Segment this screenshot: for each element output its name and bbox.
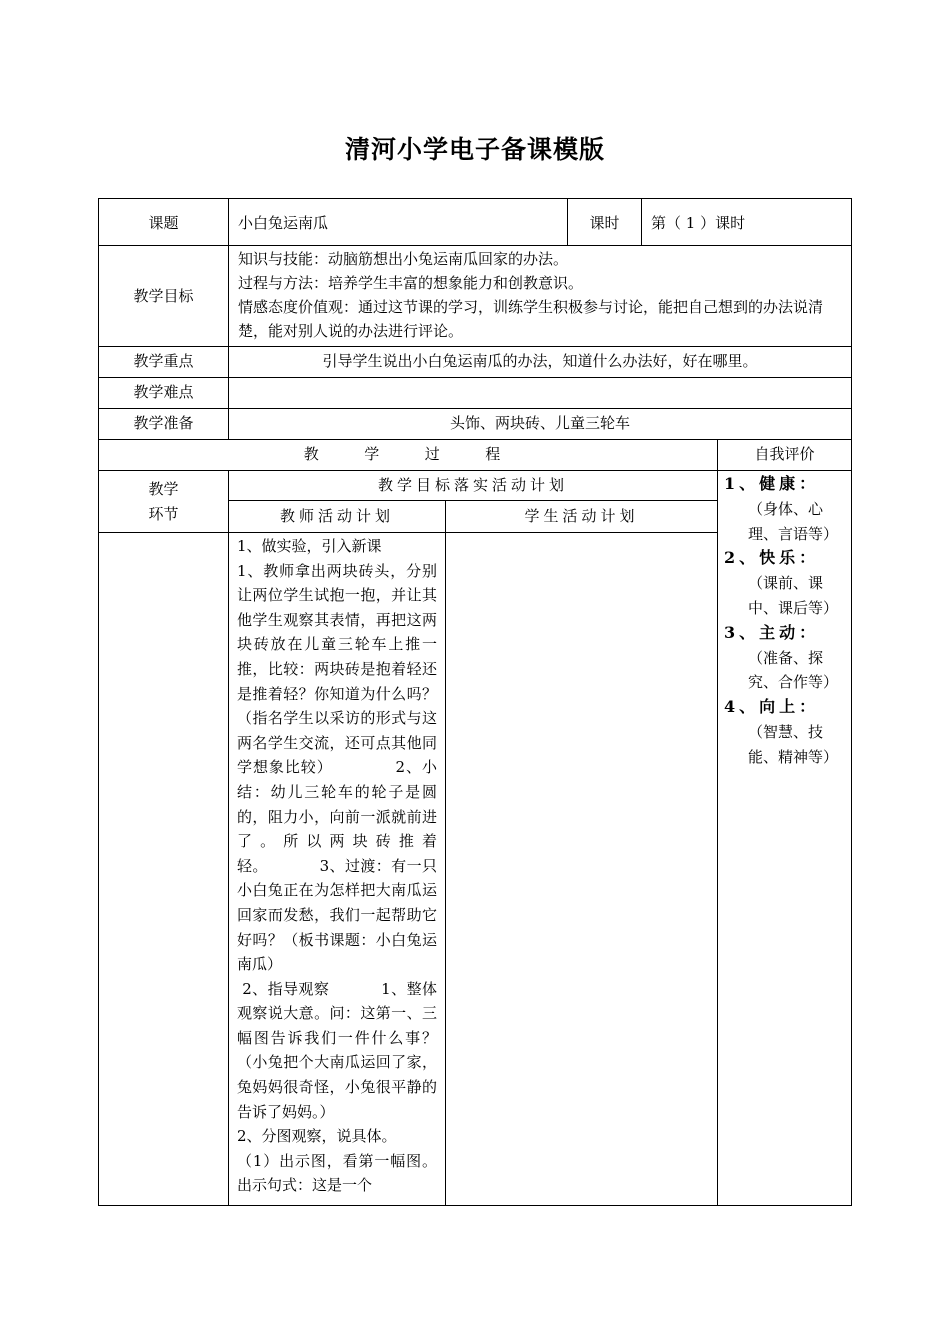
- column-divider: [717, 439, 718, 1206]
- table-border-bottom: [98, 1205, 852, 1206]
- period-value: 第（ 1 ）课时: [651, 214, 746, 232]
- preparation-value: 头饰、两块砖、儿童三轮车: [449, 414, 630, 432]
- preparation-label: 教学准备: [133, 414, 194, 432]
- self-eval-heading: 自我评价: [754, 445, 815, 463]
- topic-value: 小白兔运南瓜: [238, 214, 329, 232]
- column-divider: [228, 198, 229, 440]
- stage-label: 教学 环节: [148, 480, 179, 523]
- teacher-paragraph: 1、做实验，引入新课: [237, 537, 382, 555]
- row-divider: [98, 532, 718, 533]
- goals-label: 教学目标: [133, 287, 194, 305]
- self-eval-item: [724, 695, 842, 769]
- row-divider: [98, 439, 852, 440]
- row-divider: [98, 346, 852, 347]
- self-eval-item-heading: 4、向上：: [724, 697, 820, 717]
- teacher-heading: 教师活动计划: [279, 507, 394, 525]
- table-border-top: [98, 198, 852, 199]
- self-eval-item-detail: （课前、课中、课后等）: [748, 574, 839, 617]
- row-divider: [98, 408, 852, 409]
- process-heading: 教 学 过 程: [303, 445, 513, 463]
- teacher-paragraph: 1、教师拿出两块砖头，分别让两位学生试抱一抱，并让其他学生观察其表情，再把这两块砖放在儿童三轮车上推一推，比较：两块砖是抱着轻还是推着轻？你知道为什么吗？（指名学生以采访的形式与这两名学生交流，还可点其他同学想象比较） 2、小结：幼儿三轮车的轮子是圆的，阻力小，向前一派就前进了。所以两块砖推着轻。 3、过渡：有一只小白兔正在为怎样把大南瓜运回家而发愁，我们一起帮助它好吗？（板书课题：小白兔运南瓜）: [237, 561, 437, 974]
- goal-line: 知识与技能：动脑筋想出小兔运南瓜回家的办法。: [238, 250, 569, 268]
- self-eval-item: [724, 472, 842, 546]
- self-eval-item-heading: 1、健康：: [724, 474, 820, 493]
- period-label: 课时: [589, 214, 620, 232]
- teacher-paragraph: 2、分图观察，说具体。: [237, 1127, 397, 1146]
- goal-line: 情感态度价值观：通过这节课的学习，训练学生积极参与讨论，能把自己想到的办法说清楚，能对别人说的办法进行评论。: [238, 298, 824, 340]
- self-eval-item-heading: 2、快乐：: [724, 548, 820, 568]
- self-eval-item-detail: （准备、探究、合作等）: [748, 648, 839, 692]
- row-divider: [98, 377, 852, 378]
- key-points-value: 引导学生说出小白兔运南瓜的办法，知道什么办法好，好在哪里。: [322, 352, 758, 370]
- teacher-paragraph: （1）出示图，看第一幅图。出示句式：这是一个: [237, 1151, 437, 1195]
- self-eval-item: [724, 621, 842, 695]
- page-title: 清河小学电子备课模版: [344, 135, 605, 164]
- self-eval-item-heading: 3、主动：: [724, 622, 820, 642]
- goals-text: [238, 247, 846, 343]
- teacher-paragraph: 2、指导观察 1、整体观察说大意。问：这第一、三幅图告诉我们一件什么事？（小兔把个大南瓜运回了家，兔妈妈很奇怪，小兔很平静的告诉了妈妈。）: [237, 979, 437, 1121]
- teacher-activity-text: [237, 534, 437, 1198]
- row-divider: [228, 500, 717, 501]
- self-eval-item: [724, 546, 842, 620]
- column-divider: [641, 198, 642, 246]
- key-points-label: 教学重点: [133, 352, 194, 370]
- table-border-right: [851, 198, 852, 1206]
- column-divider: [445, 500, 446, 1206]
- column-divider: [228, 470, 229, 1206]
- goal-line: 过程与方法：培养学生丰富的想象能力和创教意识。: [238, 274, 584, 292]
- self-eval-list: [724, 472, 842, 770]
- student-heading: 学生活动计划: [524, 507, 639, 525]
- row-divider: [98, 470, 852, 471]
- self-eval-item-detail: （智慧、技能、精神等）: [748, 722, 839, 766]
- topic-label: 课题: [148, 214, 179, 232]
- row-divider: [98, 245, 852, 246]
- plan-heading: 教学目标落实活动计划: [377, 476, 568, 494]
- difficulties-label: 教学难点: [133, 383, 194, 401]
- self-eval-item-detail: （身体、心理、言语等）: [748, 499, 839, 543]
